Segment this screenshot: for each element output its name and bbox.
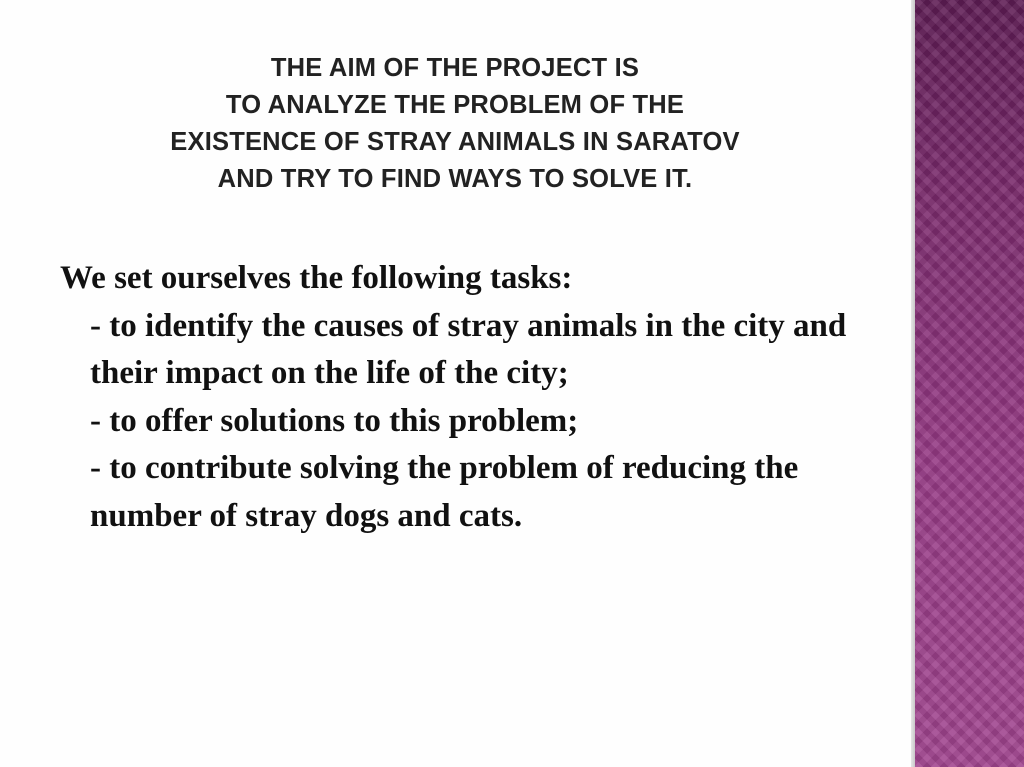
slide-title (40, 50, 870, 198)
slide-body (60, 255, 880, 540)
title-line-4: AND TRY TO FIND WAYS TO SOLVE IT. (217, 165, 693, 193)
task-list (60, 303, 880, 541)
task-item-3: - to contribute solving the problem of reducing the number of stray dogs and cats. (90, 450, 799, 534)
decorative-purple-band (915, 0, 1024, 767)
title-line-3: EXISTENCE OF STRAY ANIMALS IN SARATOV (170, 128, 740, 156)
title-line-1: THE AIM OF THE PROJECT IS (270, 54, 640, 82)
tasks-intro: We set ourselves the following tasks: (60, 260, 573, 296)
title-line-2: TO ANALYZE THE PROBLEM OF THE (225, 91, 685, 119)
task-item-1: - to identify the causes of stray animals in the city and their impact on the life of the city; (90, 307, 847, 391)
task-item-2: - to offer solutions to this problem; (90, 402, 579, 439)
